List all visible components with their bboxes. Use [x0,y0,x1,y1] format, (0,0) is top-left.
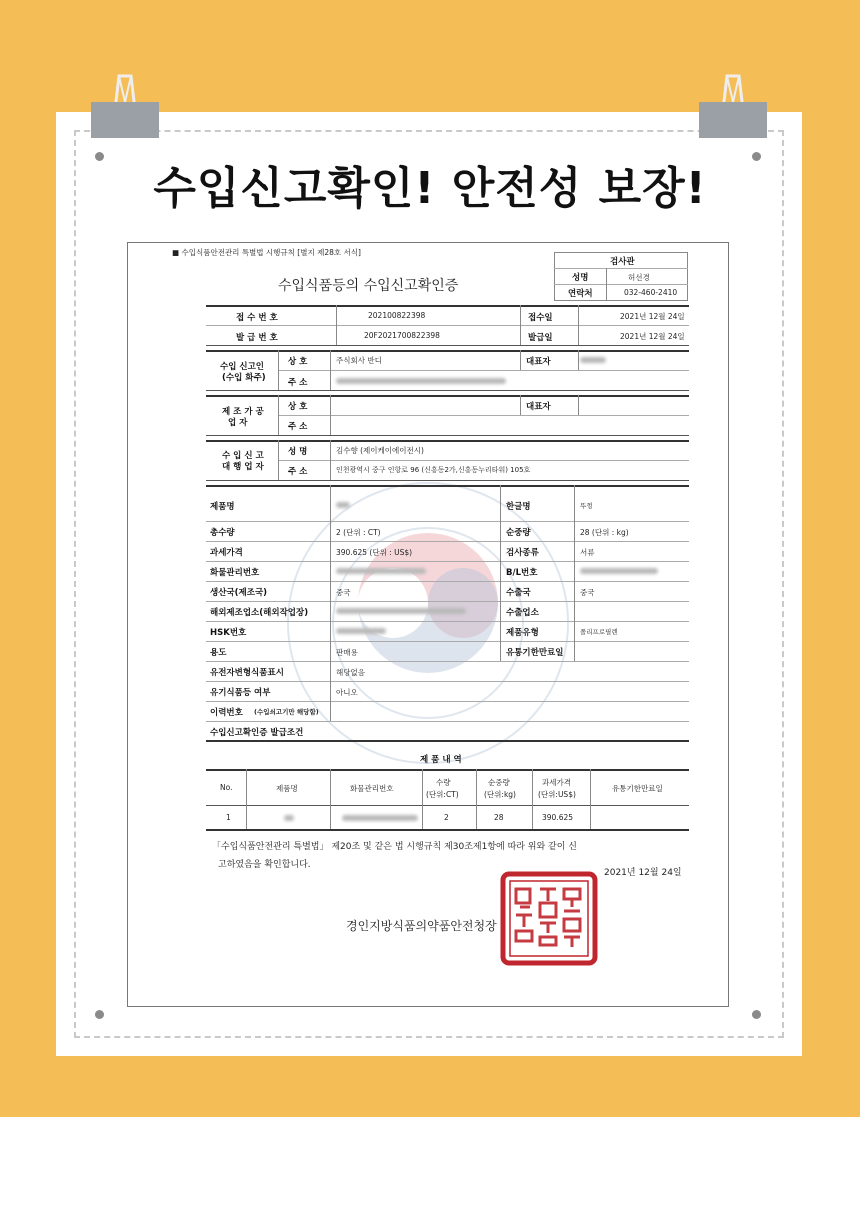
issue-date-label: 발급일 [528,333,553,343]
col-weight-1: 순중량 [488,778,510,787]
inspection-type: 서류 [580,548,595,557]
certificate-title: 수입식품등의 수입신고확인증 [278,278,459,294]
inspector-name-label: 성명 [572,273,589,283]
agent-address: 인천광역시 중구 인항로 96 (신흥동2가,신흥동누리타워) 105호 [336,466,531,474]
col-no: No. [220,783,233,792]
manufacturer-label-1: 제 조 가 공 [222,407,264,417]
binder-clip-left-icon [91,72,159,138]
agent-label-2: 대 행 업 자 [222,462,264,472]
korean-name-label: 한글명 [506,502,531,512]
taxable-price: 390.625 (단위 : US$) [336,548,413,557]
gmo-label: 유전자변형식품표시 [210,668,284,678]
importer-rep-label: 대표자 [526,357,551,367]
col-price-2: (단위:US$) [538,790,576,799]
product-type-label: 제품유형 [506,628,539,638]
redacted-value [336,608,466,614]
net-weight: 28 (단위 : kg) [580,528,629,537]
hsk-label: HSK번호 [210,628,247,638]
redacted-value [342,815,418,821]
origin-label: 생산국(제조국) [210,588,268,598]
receipt-date-label: 접수일 [528,313,553,323]
inspector-name: 허선경 [628,273,650,282]
official-seal-icon [500,871,598,966]
usage-label: 용도 [210,648,227,658]
row-price: 390.625 [542,813,574,822]
col-qty-2: (단위:CT) [426,790,459,799]
trace-note: (수입쇠고기만 해당함) [254,708,319,716]
redacted-value [336,378,506,384]
export-country: 중국 [580,588,595,597]
inspection-type-label: 검사종류 [506,548,539,558]
col-product-name: 제품명 [276,784,298,793]
inspector-header: 검사관 [610,257,635,267]
import-certificate [127,242,729,1007]
inspector-contact: 032-460-2410 [624,288,678,297]
binder-clip-right-icon [699,72,767,138]
redacted-value [336,568,426,574]
net-weight-label: 순중량 [506,528,531,538]
organic: 아니오 [336,688,358,697]
row-no: 1 [226,813,231,822]
cargo-no-label: 화물관리번호 [210,568,260,578]
col-expiry: 유통기한만료일 [612,784,663,793]
manufacturer-rep-label: 대표자 [526,402,551,412]
row-weight: 28 [494,813,504,822]
total-qty-label: 총수량 [210,528,235,538]
exporter-label: 수출업소 [506,608,539,618]
col-qty-1: 수량 [436,778,451,787]
pin-dot-icon [752,1010,761,1019]
issue-date: 2021년 12월 24일 [620,332,685,341]
product-type: 폴리프로필렌 [580,628,618,636]
overseas-mfr-label: 해외제조업소(해외작업장) [210,608,309,618]
inspector-contact-label: 연락처 [568,289,593,299]
importer-label-2: (수입 화주) [222,373,266,383]
usage: 판매용 [336,648,358,657]
form-reference: ■ 수입식품안전관리 특별법 시행규칙 [별지 제28호 서식] [172,248,361,257]
receipt-no-label: 접 수 번 호 [236,313,278,323]
taxable-price-label: 과세가격 [210,548,243,558]
importer-addr-label: 주 소 [288,378,308,388]
white-footer-band [0,1117,860,1210]
bl-no-label: B/L번호 [506,568,538,578]
redacted-value [284,815,294,821]
redacted-value [336,502,350,508]
conditions-label: 수입신고확인증 발급조건 [210,728,304,738]
total-qty: 2 (단위 : CT) [336,528,381,537]
issuer-name: 경인지방식품의약품안전청장 [346,919,497,933]
redacted-value [580,568,658,574]
importer-name-label: 상 호 [288,357,308,367]
headline: 수입신고확인! 안전성 보장! [153,163,707,214]
issue-no: 20F2021700822398 [364,331,440,340]
origin: 중국 [336,588,351,597]
manufacturer-label-2: 업 자 [228,418,248,428]
agent-label-1: 수 입 신 고 [222,451,264,461]
receipt-date: 2021년 12월 24일 [620,312,685,321]
col-price-1: 과세가격 [542,778,571,787]
agent-addr-label: 주 소 [288,467,308,477]
redacted-value [580,357,606,363]
issue-no-label: 발 급 번 호 [236,333,278,343]
row-qty: 2 [444,813,449,822]
trace-label: 이력번호 [210,708,243,718]
confirmation-line-1: 「수입식품안전관리 특별법」 제20조 및 같은 법 시행규칙 제30조제1항에 따라 위와 같이 신 [212,842,578,852]
col-cargo-no: 화물관리번호 [350,784,394,793]
confirmation-line-2: 고하였음을 확인합니다. [218,860,311,870]
importer-label-1: 수입 신고인 [220,362,265,372]
confirmation-date: 2021년 12월 24일 [604,868,682,878]
items-section-title: 제 품 내 역 [420,755,462,765]
organic-label: 유기식품등 여부 [210,688,271,698]
korean-name: 뚜껑 [580,502,593,510]
export-country-label: 수출국 [506,588,531,598]
manufacturer-name-label: 상 호 [288,402,308,412]
product-name-label: 제품명 [210,502,235,512]
agent-name-label: 성 명 [288,447,308,457]
importer-name: 주식회사 반디 [336,356,382,365]
redacted-value [336,628,386,634]
col-weight-2: (단위:kg) [484,790,516,799]
pin-dot-icon [95,1010,104,1019]
expiry-label: 유통기한만료일 [506,648,564,658]
agent-name: 김수향 (제이케이에이전시) [336,446,424,455]
gmo: 해당없음 [336,668,365,677]
receipt-no: 202100822398 [368,311,426,320]
manufacturer-addr-label: 주 소 [288,422,308,432]
ministry-watermark-icon [278,473,578,773]
